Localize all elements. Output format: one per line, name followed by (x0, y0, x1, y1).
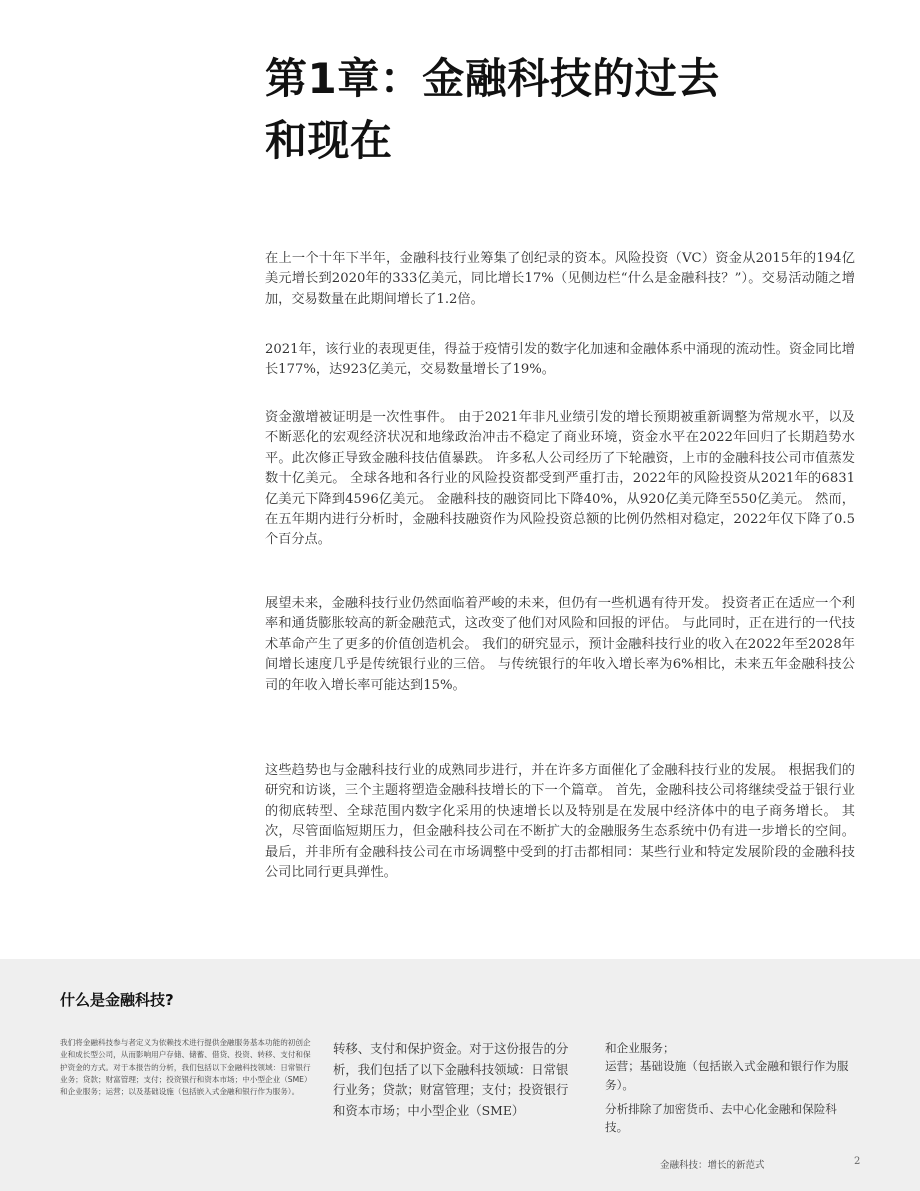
body-paragraph-2: 2021年，该行业的表现更佳，得益于疫情引发的数字化加速和金融体系中涌现的流动性。资金同比增长177%，达923亿美元，交易数量增长了19%。 (265, 342, 855, 378)
sidebar-column-3-line-3: 分析排除了加密货币、去中心化金融和保险科技。 (605, 1101, 837, 1135)
body-paragraph-4: 展望未来，金融科技行业仍然面临着严峻的未来，但仍有一些机遇有待开发。 投资者正在适应一个利率和通货膨胀较高的新金融范式，这改变了他们对风险和回报的评估。 与此同时，正在进行的一代技术革命产生了更多的价值创造机会。 我们的研究显示，预计金融科技行业的收入在2022年至2028年间增长速度几乎是传统银行业的三倍。 与传统银行的年收入增长率为6%相比，未来五年金融科技公司的年收入增长率可能达到15%。 (265, 596, 855, 693)
sidebar-column-2: 转移、支付和保护资金。对于这份报告的分析，我们包括了以下金融科技领域：日常银行业务；贷款；财富管理；支付；投资银行和资本市场；中小型企业（SME） (333, 1041, 569, 1118)
chapter-title-line-1: 第1章：金融科技的过去 (265, 54, 720, 103)
what-is-fintech-sidebar (0, 959, 920, 1191)
page-number: 2 (854, 1156, 861, 1167)
chapter-title (265, 48, 825, 172)
sidebar-small-text: 我们将金融科技参与者定义为依赖技术进行提供金融服务基本功能的初创企业和成长型公司，从而影响用户存储、储蓄、借贷、投资、转移、支付和保护资金的方式。对于本报告的分析，我们包括以下金融科技领域：日常银行业务；贷款；财富管理；支付；投资银行和资本市场；中小型企业（SME）和企业服务；运营；以及基础设施（包括嵌入式金融和银行作为服务）。 (60, 1038, 312, 1097)
sidebar-title: 什么是金融科技? (60, 991, 174, 1009)
sidebar-column-3 (605, 1039, 855, 1136)
body-paragraph-5: 这些趋势也与金融科技行业的成熟同步进行，并在许多方面催化了金融科技行业的发展。 根据我们的研究和访谈，三个主题将塑造金融科技增长的下一个篇章。 首先，金融科技公司将继续受益于银行业的彻底转型、全球范围内数字化采用的快速增长以及特别是在发展中经济体中的电子商务增长。 其次，尽管面临短期压力，但金融科技公司在不断扩大的金融服务生态系统中仍有进一步增长的空间。 最后，并非所有金融科技公司在市场调整中受到的打击都相同：某些行业和特定发展阶段的金融科技公司比同行更具弹性。 (265, 763, 855, 881)
sidebar-column-3-line-1: 和企业服务； (605, 1041, 675, 1055)
sidebar-column-3-line-2: 运营；基础设施（包括嵌入式金融和银行作为服务）。 (605, 1059, 849, 1092)
body-paragraph-1: 在上一个十年下半年，金融科技行业筹集了创纪录的资本。风险投资（VC）资金从2015年的194亿美元增长到2020年的333亿美元，同比增长17%（见侧边栏“什么是金融科技？”）。交易活动随之增加，交易数量在此期间增长了1.2倍。 (265, 251, 855, 307)
chapter-title-line-2: 和现在 (265, 116, 393, 165)
footer-report-title: 金融科技：增长的新范式 (660, 1160, 765, 1171)
body-paragraph-3: 资金激增被证明是一次性事件。 由于2021年非凡业绩引发的增长预期被重新调整为常规水平，以及不断恶化的宏观经济状况和地缘政治冲击不稳定了商业环境，资金水平在2022年回归了长期趋势水平。此次修正导致金融科技估值暴跌。 许多私人公司经历了下轮融资，上市的金融科技公司市值蒸发数十亿美元。 全球各地和各行业的风险投资都受到严重打击，2022年的风险投资从2021年的6831亿美元下降到4596亿美元。 金融科技的融资同比下降40%，从920亿美元降至550亿美元。 然而，在五年期内进行分析时，金融科技融资作为风险投资总额的比例仍然相对稳定，2022年仅下降了0.5个百分点。 (265, 410, 855, 548)
